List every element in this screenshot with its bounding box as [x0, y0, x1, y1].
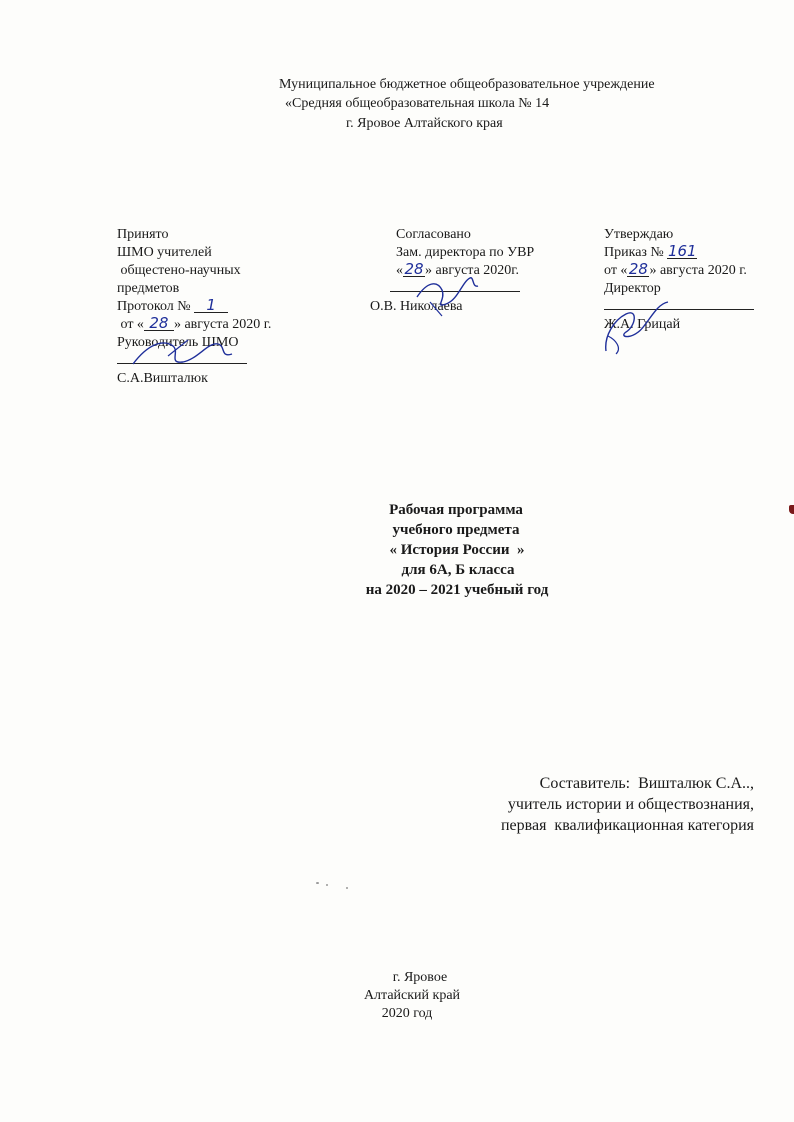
- order-line: [604, 244, 754, 262]
- accepted-signer-name: С.А.Вишталюк: [117, 371, 208, 386]
- agreed-label: Согласовано: [396, 227, 471, 242]
- order-number: 161: [667, 242, 697, 260]
- author-line-1: Составитель: Вишталюк С.А..,: [539, 775, 754, 792]
- approved-date-day: 28: [628, 260, 648, 278]
- protocol-label: Протокол №: [117, 299, 191, 314]
- scan-speck: [326, 884, 328, 886]
- agreed-signer-name: О.В. Николаева: [370, 299, 463, 314]
- footer-region: Алтайский край: [363, 988, 461, 1003]
- approved-date-prefix: от «: [604, 263, 628, 278]
- accepted-date-prefix: от «: [117, 317, 144, 332]
- footer-block: [0, 969, 794, 1023]
- footer-city: г. Яровое: [392, 970, 448, 985]
- accepted-org-line-3: предметов: [117, 281, 180, 296]
- order-label: Приказ №: [604, 245, 664, 260]
- accepted-date-suffix: » августа 2020 г.: [173, 317, 272, 332]
- agreed-signature-line: [370, 280, 534, 298]
- header-line-3: г. Яровое Алтайского края: [346, 116, 503, 131]
- head-of-shmo-label: Руководитель ШМО: [117, 335, 239, 350]
- footer-year: 2020 год: [381, 1006, 433, 1021]
- agreed-date-line: [370, 262, 534, 280]
- approved-date-line: [604, 262, 754, 280]
- approved-label: Утверждаю: [604, 227, 674, 242]
- title-line-5: на 2020 – 2021 учебный год: [365, 582, 549, 598]
- header-line-2: «Средняя общеобразовательная школа № 14: [285, 96, 550, 111]
- approval-accepted-block: [117, 226, 271, 388]
- accepted-org-line-1: ШМО учителей: [117, 245, 212, 260]
- approval-agreed-block: [370, 226, 534, 316]
- director-label: Директор: [604, 281, 661, 296]
- author-line-3: первая квалификационная категория: [500, 817, 754, 834]
- protocol-line: [117, 298, 271, 316]
- title-line-2: учебного предмета: [392, 522, 520, 538]
- accepted-label: Принято: [117, 227, 169, 242]
- title-line-3: « История России »: [389, 542, 525, 558]
- accepted-date-line: [117, 316, 271, 334]
- program-title: [0, 500, 794, 600]
- accepted-org-line-2: общестено-научных: [117, 263, 241, 278]
- agreed-role: Зам. директора по УВР: [396, 245, 535, 260]
- title-line-4: для 6А, Б класса: [401, 562, 515, 578]
- approval-approved-block: [604, 226, 754, 334]
- author-line-2: учитель истории и обществознания,: [507, 796, 754, 813]
- accepted-date-day: 28: [144, 316, 174, 331]
- accepted-signature-line: [117, 352, 271, 370]
- author-block: [501, 773, 754, 836]
- scan-speck: [346, 887, 348, 889]
- scan-edge-mark: [789, 505, 794, 514]
- approved-date-suffix: » августа 2020 г.: [649, 263, 747, 278]
- approved-signature-line: [604, 298, 754, 316]
- agreed-date-suffix: » августа 2020г.: [425, 263, 519, 278]
- scan-speck: [316, 882, 319, 884]
- header-line-1: Муниципальное бюджетное общеобразовательное учреждение: [279, 77, 655, 92]
- approved-signer-name: Ж.А. Грицай: [604, 317, 681, 332]
- protocol-number: 1: [194, 298, 228, 313]
- agreed-date-prefix: «: [396, 263, 403, 278]
- agreed-date-day: 28: [404, 260, 424, 278]
- title-line-1: Рабочая программа: [389, 502, 523, 518]
